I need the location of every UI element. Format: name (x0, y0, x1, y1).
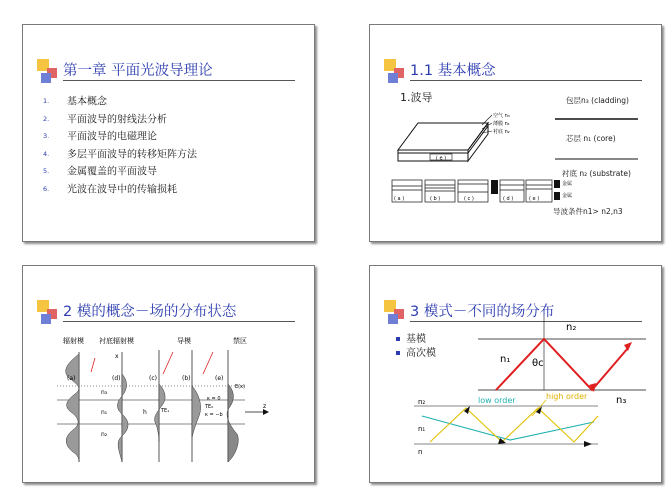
n1-label: n₁ (101, 409, 108, 416)
label-b: (b) (182, 375, 191, 382)
fig-label-e2: ( e ) (529, 196, 540, 202)
cladding-label: 包层n₃ (cladding) (566, 96, 629, 105)
guiding-condition: 导波条件n1> n2,n3 (553, 207, 623, 216)
n1-label: n₁ (500, 354, 511, 365)
list-item: 1. 基本概念 (43, 96, 107, 108)
substrate-label: 衬底 n₂ (substrate) (562, 169, 631, 178)
fig-air-label: 空气 n₃ (493, 113, 510, 119)
n3-label: n₃ (101, 389, 108, 396)
guided-mode-label: 导模 (177, 337, 191, 345)
list-item: 6. 光波在波导中的传输损耗 (43, 184, 177, 195)
core-label: 芯层 n₁ (core) (566, 134, 616, 143)
theta-label: θc (532, 358, 544, 369)
list-item: 高次模 (396, 347, 436, 361)
title-rule (63, 80, 295, 81)
fig-label-a: ( a ) (394, 196, 405, 202)
low-order-label: low order (478, 396, 516, 405)
lower-n2-label: n₂ (418, 398, 426, 406)
section-label: 1.波导 (400, 91, 433, 104)
slide-title: 1.1 基本概念 (410, 63, 496, 79)
z-axis-label: z (263, 403, 267, 410)
fig-label-c: ( c ) (464, 196, 474, 202)
ray-mode-figure (370, 266, 661, 482)
fig-film-label: 薄膜 n₁ (493, 121, 510, 127)
mode-field-figure (23, 266, 314, 482)
slide-modes-fields[interactable] (369, 265, 662, 483)
te1-label: TE₁ (161, 408, 170, 414)
forbidden-label: 禁区 (233, 337, 247, 345)
slide-title: 3 模式－不同的场分布 (410, 304, 555, 320)
list-item: 5. 金属覆盖的平面波导 (43, 166, 157, 178)
label-d: (d) (112, 375, 121, 382)
label-a: (a) (67, 375, 76, 382)
te0-label: TE₀ (205, 404, 214, 410)
fig-label-e: ( e ) (435, 155, 447, 162)
e-field-label: E(x) (235, 384, 246, 390)
radiation-mode-label: 辐射模 (63, 337, 84, 345)
substrate-radiation-label: 衬底辐射模 (99, 337, 134, 345)
upper-n2-label: n₂ (566, 322, 577, 333)
n3-label: n₃ (616, 395, 627, 406)
list-item: 3. 平面波导的电磁理论 (43, 131, 157, 143)
list-item: 2. 平面波导的射线法分析 (43, 114, 167, 125)
high-order-label: high order (546, 392, 588, 401)
x-axis-label: x (115, 353, 119, 360)
fig-metal-label: 金属 (562, 181, 573, 187)
h-label: h (143, 409, 147, 416)
label-c: (c) (149, 375, 157, 382)
slide-chapter-toc[interactable] (22, 24, 315, 242)
label-e: (e) (215, 375, 224, 382)
slide-decoration-icon (37, 59, 61, 85)
n2-label: n₂ (101, 431, 108, 438)
fig-sub-label: 衬底 n₂ (493, 129, 510, 135)
toc-list (43, 93, 197, 198)
slide-basic-concepts[interactable] (369, 24, 662, 242)
lower-n-label: n (418, 448, 423, 456)
kappa-b-label: κ = −b (205, 412, 223, 418)
kappa0-label: κ = 0 (207, 396, 221, 402)
lower-n1-label: n₁ (418, 425, 426, 433)
slide-title: 第一章 平面光波导理论 (63, 63, 213, 79)
slide-title: 2 模的概念－场的分布状态 (63, 304, 237, 320)
list-item: 4. 多层平面波导的转移矩阵方法 (43, 149, 197, 160)
fig-label-b: ( b ) (430, 196, 441, 202)
fig-metal-label: 金属 (562, 193, 573, 199)
list-item: 基模 (396, 333, 436, 347)
slide-mode-concept[interactable] (22, 265, 315, 483)
fig-label-d: ( d ) (503, 196, 514, 202)
